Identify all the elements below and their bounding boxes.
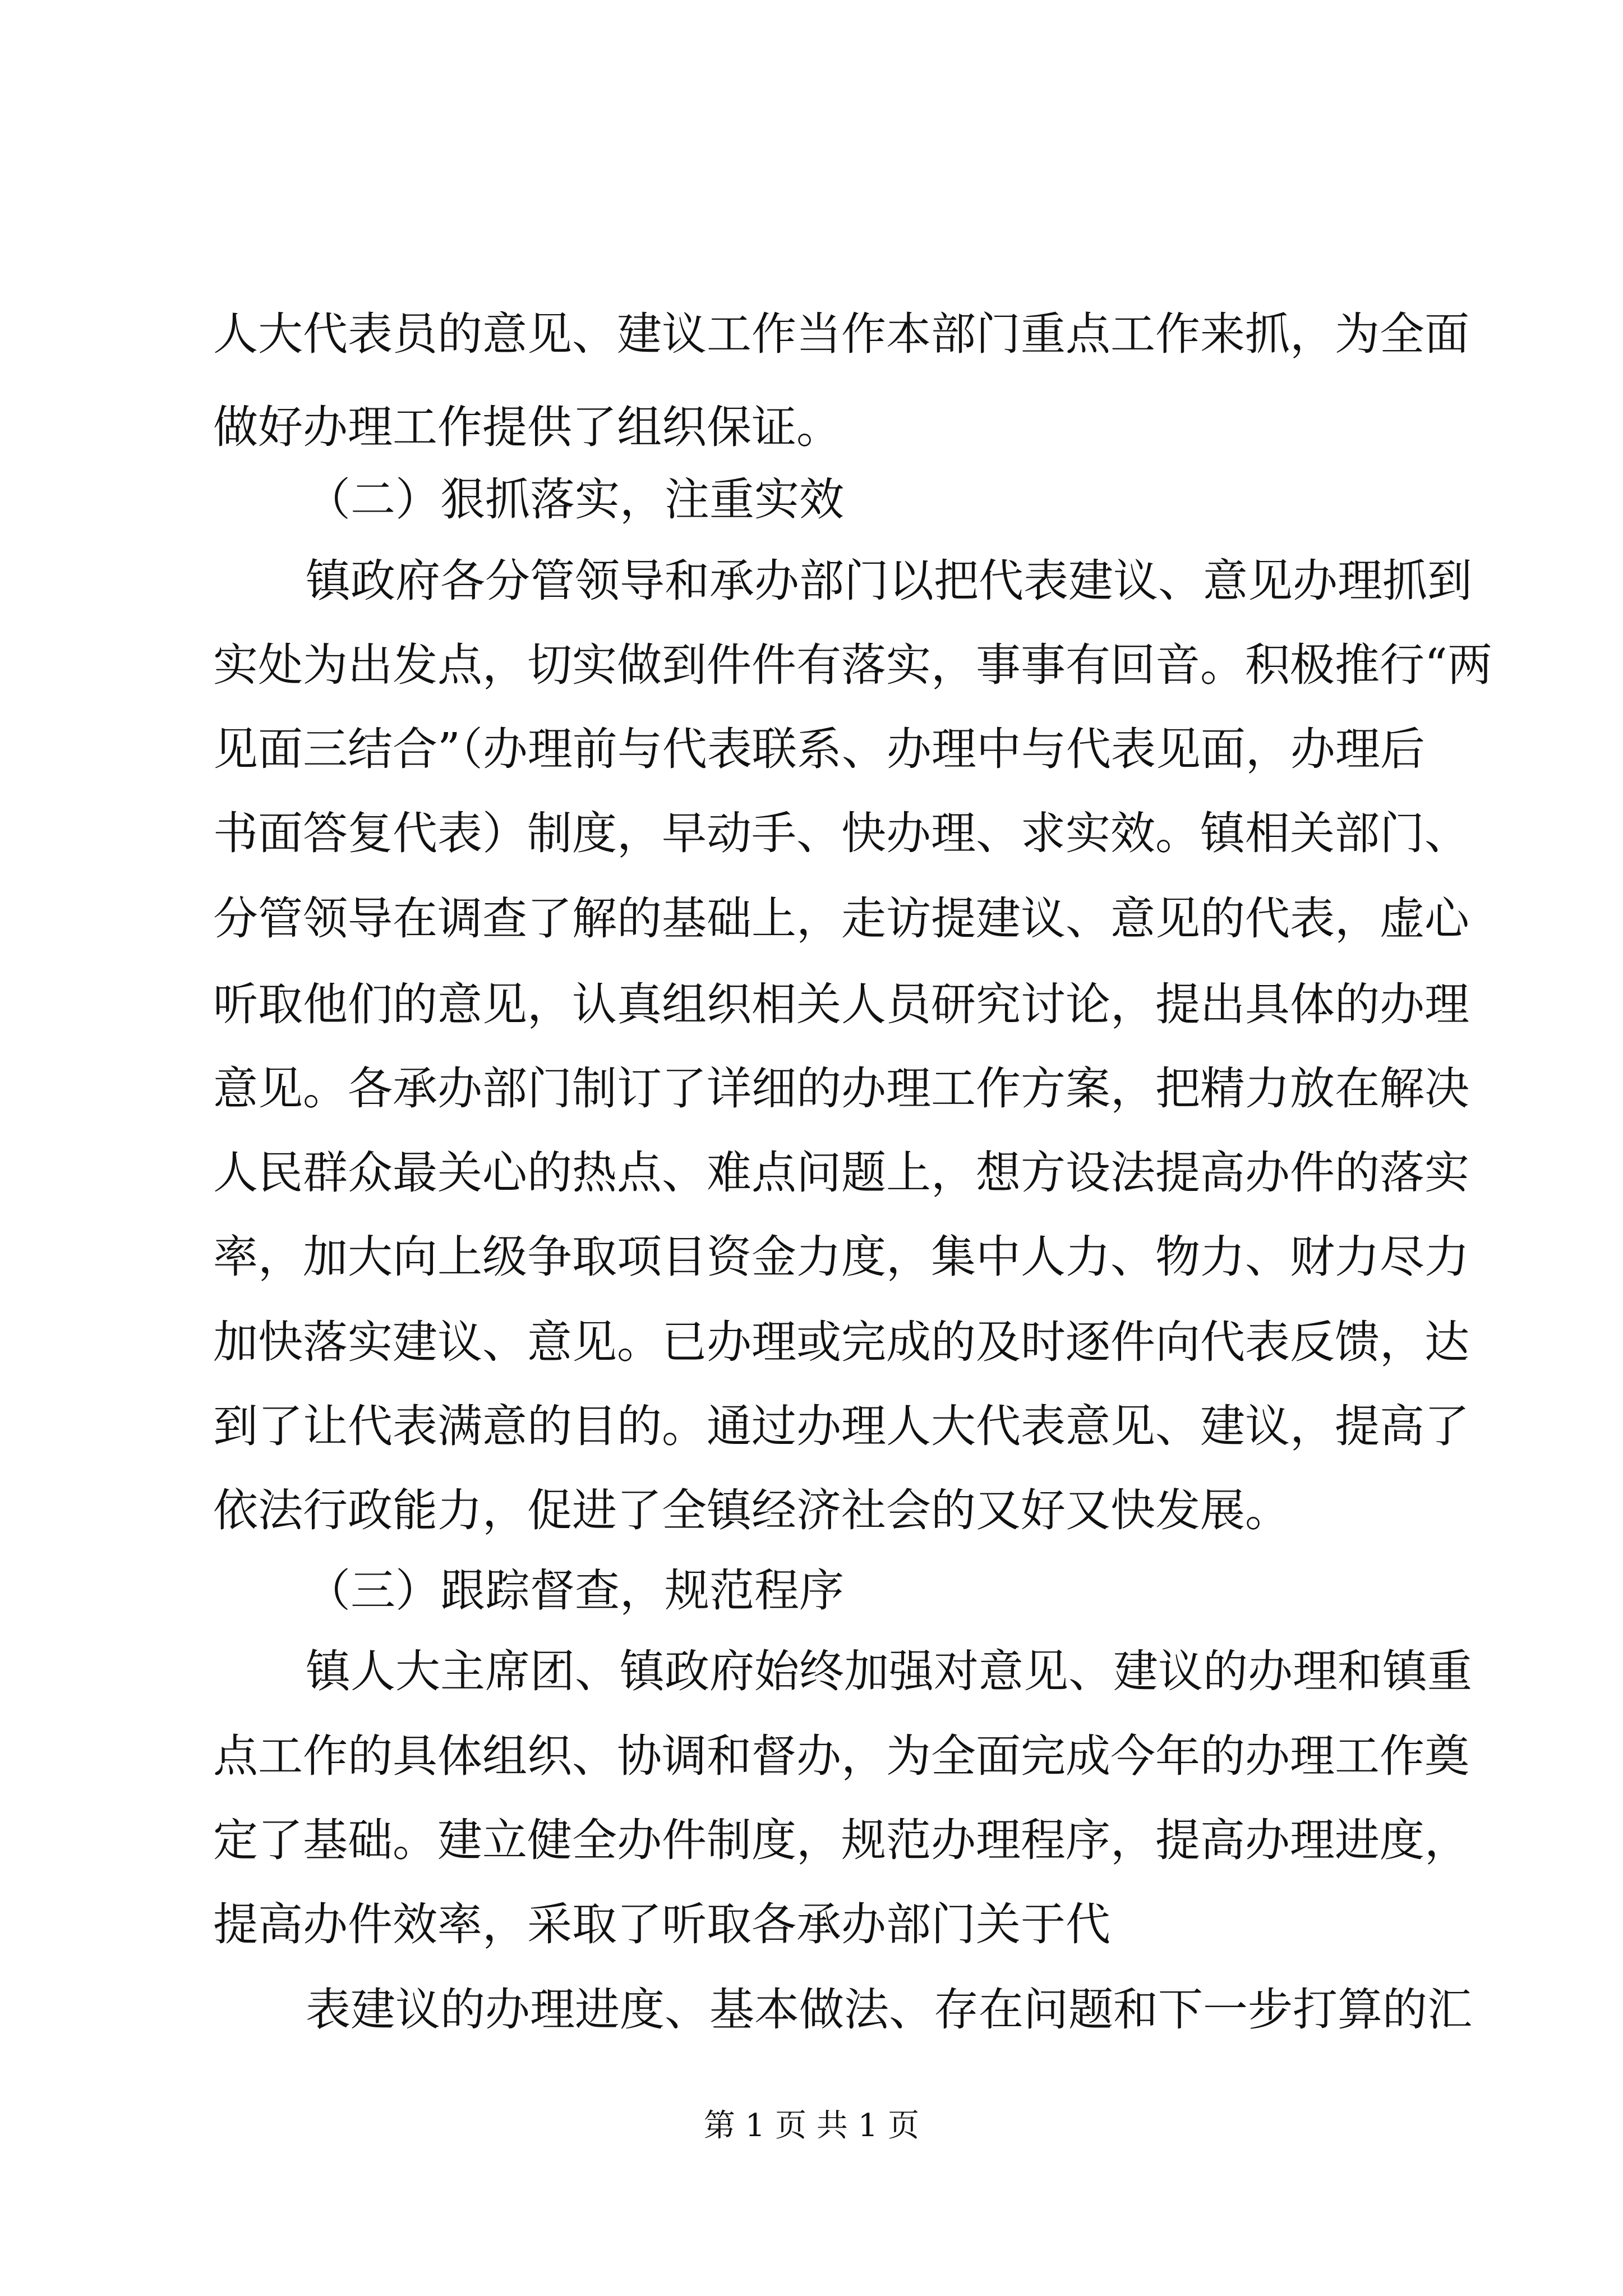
text-line: 点工作的具体组织、协调和督办，为全面完成今年的办理工作奠 bbox=[213, 1730, 1469, 1782]
text-line: 率，加大向上级争取项目资金力度，集中人力、物力、财力尽力 bbox=[213, 1231, 1469, 1283]
text-line: 依法行政能力，促进了全镇经济社会的又好又快发展。 bbox=[213, 1484, 1290, 1536]
text-line: 人民群众最关心的热点、难点问题上，想方设法提高办件的落实 bbox=[213, 1147, 1469, 1199]
text-line: 听取他们的意见，认真组织相关人员研究讨论，提出具体的办理 bbox=[213, 978, 1469, 1030]
text-line: 镇政府各分管领导和承办部门以把代表建议、意见办理抓到 bbox=[306, 555, 1472, 607]
page-number-footer: 第 1 页 共 1 页 bbox=[703, 2108, 920, 2144]
text-line: 实处为出发点，切实做到件件有落实，事事有回音。积极推行“两 bbox=[213, 639, 1492, 691]
text-line: 定了基础。建立健全办件制度，规范办理程序，提高办理进度， bbox=[213, 1814, 1469, 1866]
text-line: 人大代表员的意见、建议工作当作本部门重点工作来抓，为全面 bbox=[213, 308, 1469, 360]
text-line: 提高办件效率，采取了听取各承办部门关于代 bbox=[213, 1898, 1110, 1950]
text-line: 分管领导在调查了解的基础上，走访提建议、意见的代表，虚心 bbox=[213, 892, 1469, 945]
text-line: 镇人大主席团、镇政府始终加强对意见、建议的办理和镇重 bbox=[306, 1645, 1472, 1697]
text-line: 做好办理工作提供了组织保证。 bbox=[213, 401, 841, 453]
text-line: 书面答复代表）制度，早动手、快办理、求实效。镇相关部门、 bbox=[213, 807, 1469, 859]
text-line: 意见。各承办部门制订了详细的办理工作方案，把精力放在解决 bbox=[213, 1062, 1469, 1115]
section-heading: （三）跟踪督查，规范程序 bbox=[306, 1565, 844, 1617]
text-line: 见面三结合”（办理前与代表联系、办理中与代表见面，办理后 bbox=[213, 723, 1425, 775]
text-line: 表建议的办理进度、基本做法、存在问题和下一步打算的汇 bbox=[306, 1984, 1472, 2036]
section-heading: （二）狠抓落实，注重实效 bbox=[306, 473, 844, 526]
text-line: 加快落实建议、意见。已办理或完成的及时逐件向代表反馈，达 bbox=[213, 1316, 1469, 1368]
text-line: 到了让代表满意的目的。通过办理人大代表意见、建议，提高了 bbox=[213, 1400, 1469, 1452]
